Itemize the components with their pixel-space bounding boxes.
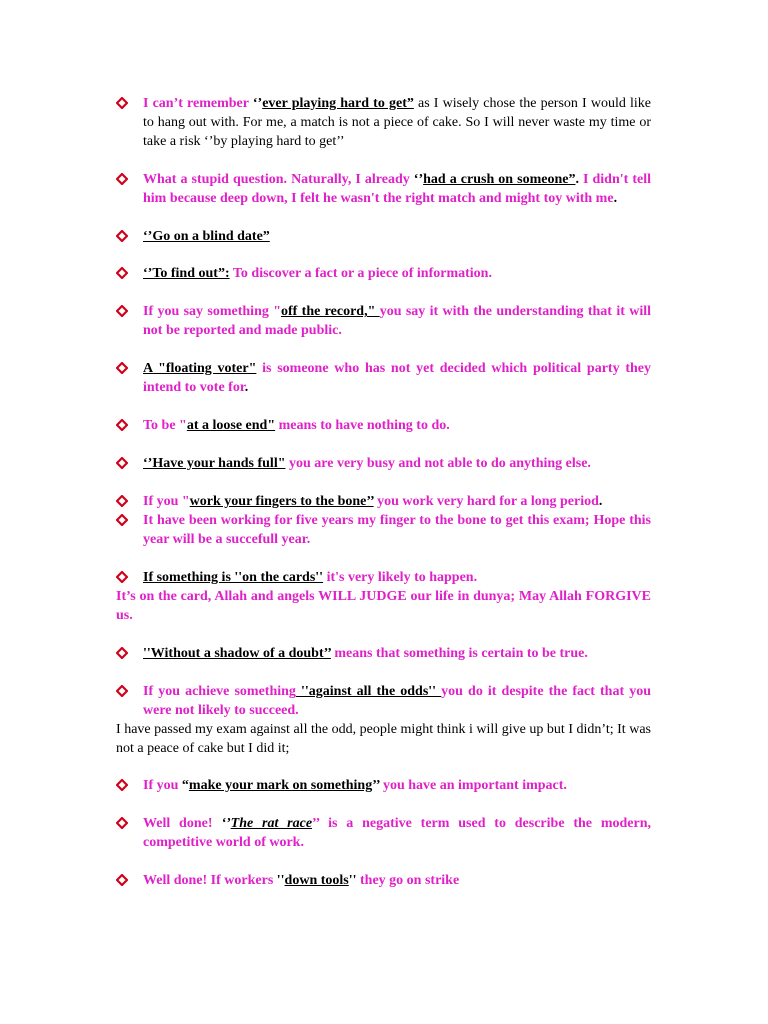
text-run: at a loose end" [186, 418, 276, 433]
text-run: you have an important impact. [379, 778, 567, 793]
bullet-item-down-tools [143, 871, 651, 890]
text-run: as I wisely chose the person I would like to hang out with. For me, a match is not a piece of cake. So I will never waste my time or take a risk ‘’by playing hard to get’’ [143, 96, 651, 149]
text-run: ‘’Go on a blind date” [143, 229, 270, 244]
bullet-item-loose-end [143, 416, 651, 435]
diamond-bullet-icon [116, 97, 128, 109]
text-run: ‘’ [413, 172, 424, 187]
text-run: work your fingers to the bone’’ [189, 494, 374, 509]
text-run: ’’ [372, 778, 380, 793]
diamond-bullet-icon [116, 305, 128, 317]
text-run: you do it despite the fact that you were not likely to succeed. [143, 684, 651, 718]
text-run: To be " [143, 418, 187, 433]
diamond-bullet-icon [116, 817, 128, 829]
text-run: What a stupid question. Naturally, I already [143, 172, 414, 187]
paragraph-text [116, 589, 651, 623]
text-run: . [244, 380, 249, 395]
text-run: they go on strike [356, 873, 460, 888]
diamond-bullet-icon [116, 267, 128, 279]
text-run: ever playing hard to get” [262, 96, 414, 111]
item-text [143, 816, 651, 850]
item-text [143, 513, 651, 547]
text-run: If something is ''on the cards'' [143, 570, 324, 585]
text-run: down tools [284, 873, 349, 888]
diamond-bullet-icon [116, 514, 128, 526]
text-run: means to have nothing to do. [275, 418, 450, 433]
text-run: I can’t remember [143, 96, 253, 111]
bullet-item-against-all-the-odds [143, 682, 651, 720]
bullet-item-hands-full [143, 454, 651, 473]
text-run: you say it with the understanding that it will not be reported and made public. [143, 304, 652, 338]
text-run: had a crush on someone” [423, 172, 576, 187]
diamond-bullet-icon [116, 362, 128, 374]
text-run: . [575, 172, 583, 187]
diamond-bullet-icon [116, 419, 128, 431]
item-text [143, 646, 588, 661]
diamond-bullet-icon [116, 495, 128, 507]
paragraph-on-the-card-example [116, 587, 651, 625]
item-text [143, 418, 450, 433]
text-run: If you say something " [143, 304, 281, 319]
item-text [143, 304, 651, 338]
text-run: ''Without a shadow of a doubt’’ [143, 646, 331, 661]
text-run: If you [143, 778, 182, 793]
text-run: It’s on the card, Allah and angels WILL JUDGE our life in dunya; May Allah FORGIVE us. [116, 589, 651, 623]
text-run: off the record," [280, 304, 380, 319]
text-run: ‘’Have your hands full" [143, 456, 286, 471]
bullet-item-blind-date [143, 227, 651, 246]
text-run: It have been working for five years my finger to the bone to get this exam; Hope this year will be a succefull year. [143, 513, 651, 547]
item-text [143, 229, 270, 244]
bullet-item-rat-race [143, 814, 651, 852]
bullet-item-off-the-record [143, 302, 651, 340]
bullet-item-make-your-mark [143, 776, 651, 795]
diamond-bullet-icon [116, 457, 128, 469]
bullet-item-find-out [143, 264, 651, 283]
diamond-bullet-icon [116, 571, 128, 583]
text-run: you are very busy and not able to do anything else. [285, 456, 591, 471]
text-run: ‘’ [252, 96, 263, 111]
text-run: Well done! [143, 816, 222, 831]
text-run: ‘’To find out”: [143, 266, 230, 281]
bullet-item-crush-on-someone [143, 170, 651, 208]
paragraph-passed-exam-example [116, 720, 651, 758]
text-run: I didn't tell him because deep down, I felt he wasn't the right match and might toy with me [143, 172, 651, 206]
item-text [143, 873, 459, 888]
item-text [143, 778, 567, 793]
diamond-bullet-icon [116, 230, 128, 242]
diamond-bullet-icon [116, 647, 128, 659]
text-run: To discover a fact or a piece of information. [229, 266, 492, 281]
bullet-item-playing-hard-to-get [143, 94, 651, 151]
text-run: ''against all the odds'' [295, 684, 442, 699]
text-run: '' [276, 873, 285, 888]
text-run: '' [348, 873, 357, 888]
item-text [143, 266, 492, 281]
item-text [143, 172, 651, 206]
text-run: A "floating voter" [143, 361, 257, 376]
item-text [143, 570, 477, 585]
text-run: The rat race [230, 816, 313, 831]
text-run: you work very hard for a long period [373, 494, 599, 509]
text-run: If you " [143, 494, 190, 509]
bullet-item-example-exam [143, 511, 651, 549]
diamond-bullet-icon [116, 779, 128, 791]
item-text [143, 361, 651, 395]
text-run: means that something is certain to be true. [330, 646, 588, 661]
paragraph-text [116, 722, 651, 756]
text-run: it's very likely to happen. [323, 570, 478, 585]
diamond-bullet-icon [116, 685, 128, 697]
text-run: “ [181, 778, 189, 793]
text-run: . [598, 494, 603, 509]
text-run: If you achieve something [143, 684, 296, 699]
text-run: I have passed my exam against all the odd, people might think i will give up but I didn’t; It was not a peace of cake but I did it; [116, 722, 651, 756]
item-text [143, 494, 602, 509]
diamond-bullet-icon [116, 173, 128, 185]
bullet-item-shadow-of-a-doubt [143, 644, 651, 663]
bullet-item-fingers-to-the-bone [143, 492, 651, 511]
text-run: ‘’ [221, 816, 231, 831]
item-text [143, 456, 591, 471]
item-text [143, 96, 651, 149]
text-run: Well done! If workers [143, 873, 277, 888]
bullet-item-on-the-cards [143, 568, 651, 587]
text-run: . [613, 191, 618, 206]
text-run: ’’ is a negative term used to describe the modern, competitive world of work. [143, 816, 652, 850]
text-run: is someone who has not yet decided which political party they intend to vote for [143, 361, 651, 395]
item-text [143, 684, 651, 718]
bullet-item-floating-voter [143, 359, 651, 397]
diamond-bullet-icon [116, 874, 128, 886]
text-run: make your mark on something [188, 778, 373, 793]
